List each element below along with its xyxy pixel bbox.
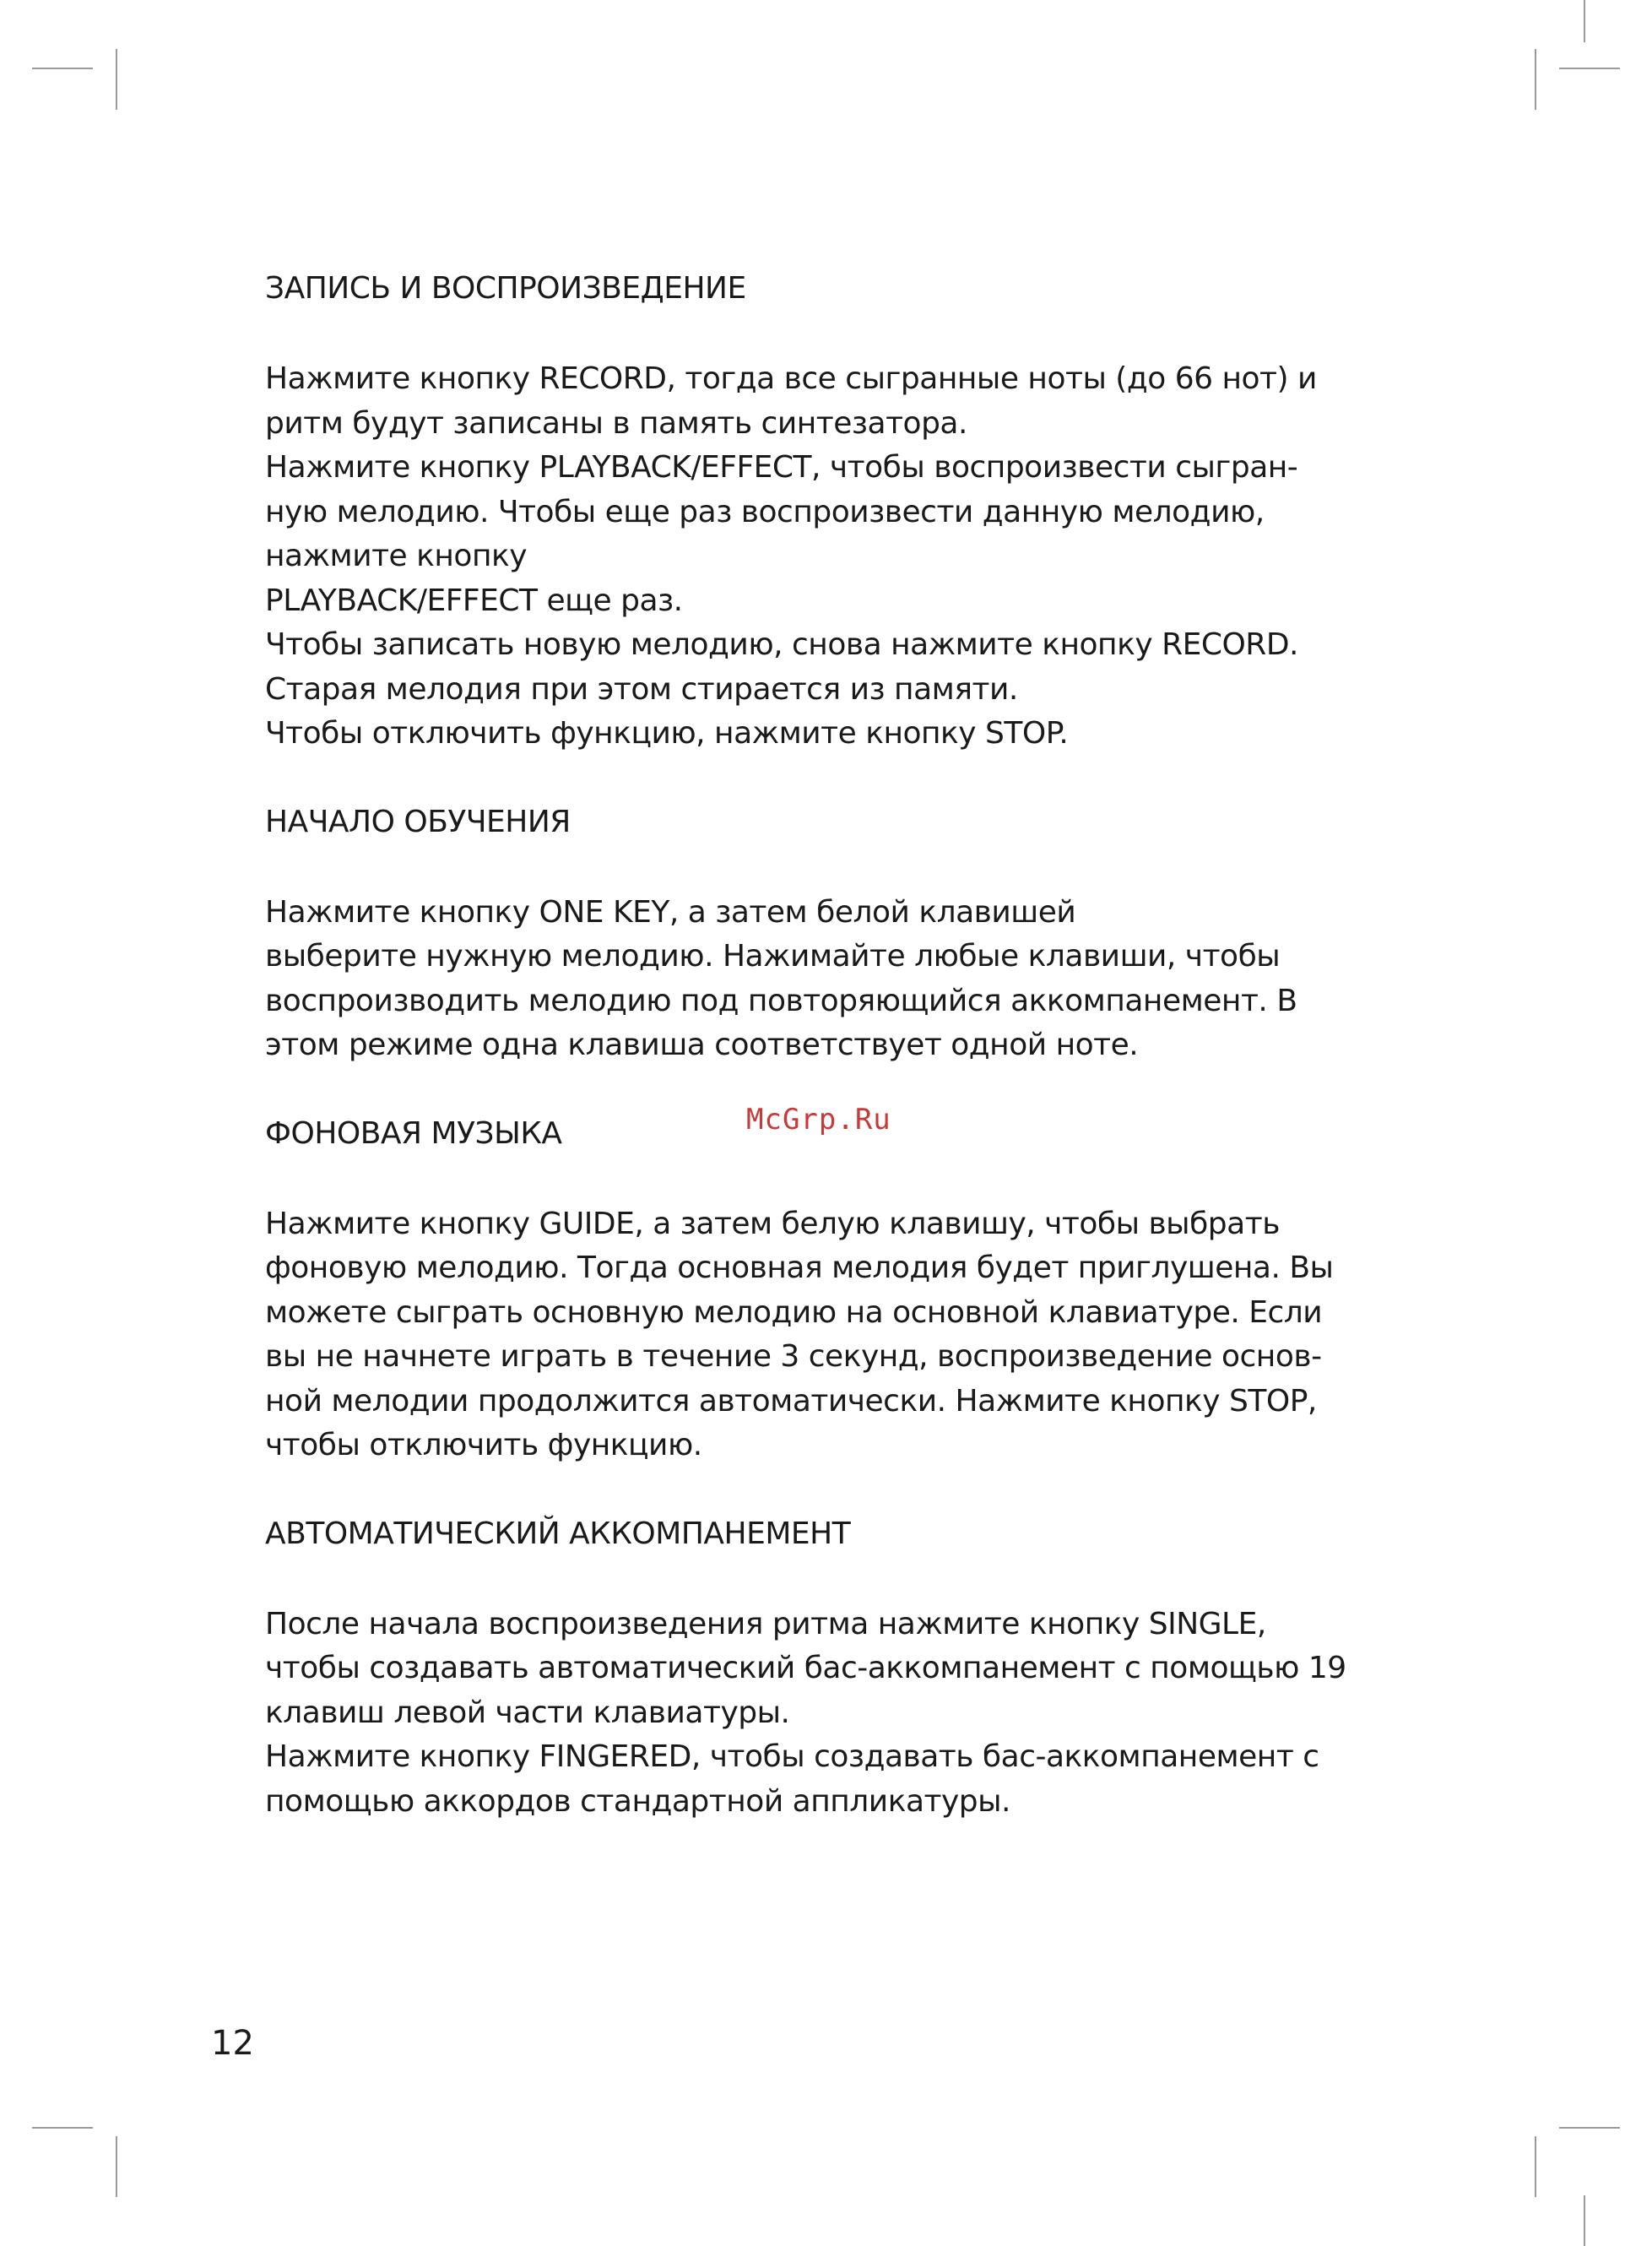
crop-mark-top-right-v2: [1584, 0, 1585, 42]
crop-mark-bottom-right-v2: [1535, 2136, 1536, 2197]
crop-mark-bottom-right-h: [1559, 2127, 1620, 2129]
section-body-recording: Нажмите кнопку RECORD, тогда все сыгранные ноты (до 66 нот) и ритм будут записаны в память синтезатора. Нажмите кнопку PLAYBACK/EFFECT, чтобы воспроизвести сыгран- ную мелодию. Чтобы еще раз воспроизвести данную мелодию, нажмите кнопку PLAYBACK/EFFECT еще раз. Чтобы записать новую мелодию, снова нажмите кнопку RECORD. Старая мелодия при этом стирается из памяти. Чтобы отключить функцию, нажмите кнопку STOP.: [265, 361, 1317, 751]
section-heading-recording: ЗАПИСЬ И ВОСПРОИЗВЕДЕНИЕ: [265, 271, 746, 306]
section-heading-background-music: ФОНОВАЯ МУЗЫКА: [265, 1115, 562, 1151]
section-heading-auto-accompaniment: АВТОМАТИЧЕСКИЙ АККОМПАНЕМЕНТ: [265, 1516, 851, 1551]
page-content: [265, 267, 1396, 1824]
section-heading-learning: НАЧАЛО ОБУЧЕНИЯ: [265, 804, 571, 839]
crop-mark-top-right-v: [1535, 49, 1536, 110]
watermark: McGrp.Ru: [746, 1103, 891, 1137]
section-body-background-music: Нажмите кнопку GUIDE, а затем белую клавишу, чтобы выбрать фоновую мелодию. Тогда основная мелодия будет приглушена. Вы можете сыграть основную мелодию на основной клавиатуре. Если вы не начнете играть в течение 3 секунд, воспроизведение основ- ной мелодии продолжится автоматически. Нажмите кнопку STOP, чтобы отключить функцию.: [265, 1206, 1334, 1462]
page-number: 12: [211, 2024, 254, 2063]
crop-mark-bottom-left-h: [32, 2127, 93, 2129]
section-body-learning: Нажмите кнопку ONE KEY, а затем белой клавишей выберите нужную мелодию. Нажимайте любые клавиши, чтобы воспроизводить мелодию под повторяющийся аккомпанемент. В этом режиме одна клавиша соответствует одной ноте.: [265, 894, 1297, 1062]
crop-mark-bottom-left-v: [116, 2136, 117, 2197]
crop-mark-bottom-right-v: [1584, 2195, 1585, 2246]
crop-mark-top-right-h: [1559, 68, 1620, 69]
crop-mark-top-left-h: [32, 68, 93, 69]
section-body-auto-accompaniment: После начала воспроизведения ритма нажмите кнопку SINGLE, чтобы создавать автоматический бас-аккомпанемент с помощью 19 клавиш левой части клавиатуры. Нажмите кнопку FINGERED, чтобы создавать бас-аккомпанемент с помощью аккордов стандартной аппликатуры.: [265, 1606, 1346, 1819]
crop-mark-top-left-v: [116, 49, 117, 110]
